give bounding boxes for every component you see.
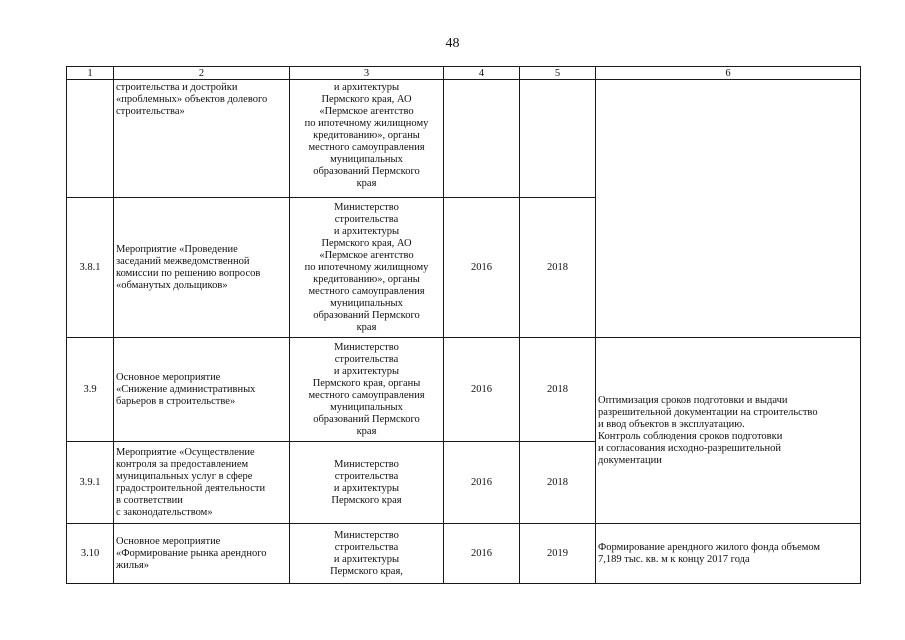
measure-name [114, 442, 290, 524]
text-line: по ипотечному жилищному [304, 118, 429, 129]
text-line: местного самоуправления [308, 389, 425, 401]
start-year [444, 80, 520, 198]
text-line: Формирование арендного жилого фонда объемом [598, 541, 821, 553]
item-number: 3.10 [67, 524, 114, 584]
item-number [67, 80, 114, 198]
text-line: строительства и достройки [116, 82, 238, 93]
table-row [67, 338, 861, 442]
text-line: «проблемных» объектов долевого [116, 94, 268, 105]
column-header: 4 [444, 67, 520, 80]
text-line: градостроительной деятельности [116, 482, 266, 494]
end-year [520, 80, 596, 198]
column-header: 6 [596, 67, 861, 80]
measure-name [114, 80, 290, 198]
start-year: 2016 [444, 442, 520, 524]
text-line: образований Пермского [313, 413, 420, 425]
measure-name [114, 198, 290, 338]
expected-result [596, 524, 861, 584]
page-number: 48 [445, 36, 460, 51]
text-line: строительства» [116, 106, 185, 117]
item-number: 3.8.1 [67, 198, 114, 338]
start-year: 2016 [444, 338, 520, 442]
text-line: кредитованию», органы [313, 130, 420, 141]
text-line: разрешительной документации на строительство [598, 406, 818, 418]
text-line: Министерство [334, 529, 399, 541]
end-year: 2018 [520, 338, 596, 442]
text-line: муниципальных [330, 297, 403, 309]
text-line: края [356, 178, 377, 189]
responsible-bodies [290, 524, 444, 584]
text-line: контроля за предоставлением [116, 458, 249, 470]
text-line: «Снижение административных [116, 383, 256, 395]
column-header: 3 [290, 67, 444, 80]
expected-result [596, 338, 861, 524]
start-year: 2016 [444, 198, 520, 338]
column-header: 2 [114, 67, 290, 80]
text-line: Мероприятие «Проведение [116, 243, 238, 255]
text-line: местного самоуправления [308, 142, 425, 153]
responsible-bodies [290, 442, 444, 524]
text-line: муниципальных услуг в сфере [116, 470, 253, 482]
text-line: Пермского края, АО [321, 237, 412, 249]
text-line: в соответствии [116, 494, 183, 506]
text-line: и архитектуры [333, 365, 400, 377]
text-line: и согласования исходно-разрешительной [598, 442, 781, 454]
text-line: 7,189 тыс. кв. м к концу 2017 года [598, 553, 750, 565]
item-number: 3.9.1 [67, 442, 114, 524]
text-line: «Формирование рынка арендного [116, 547, 267, 559]
text-line: и архитектуры [333, 482, 400, 494]
text-line: Пермского края, [330, 565, 403, 577]
text-line: Оптимизация сроков подготовки и выдачи [598, 394, 788, 406]
text-line: с законодательством» [116, 506, 213, 518]
text-line: строительства [334, 541, 399, 553]
text-line: местного самоуправления [308, 285, 425, 297]
text-line: Пермского края, АО [321, 94, 412, 105]
measure-name [114, 338, 290, 442]
text-line: края [356, 425, 377, 437]
column-header: 1 [67, 67, 114, 80]
text-line: по ипотечному жилищному [304, 261, 429, 273]
text-line: и архитектуры [333, 225, 400, 237]
text-line: Мероприятие «Осуществление [116, 446, 255, 458]
text-line: строительства [334, 353, 399, 365]
responsible-bodies [290, 80, 444, 198]
measure-name [114, 524, 290, 584]
text-line: «Пермское агентство [319, 106, 414, 117]
text-line: Пермского края [331, 494, 402, 506]
text-line: Основное мероприятие [116, 371, 221, 383]
text-line: Основное мероприятие [116, 535, 221, 547]
text-line: «Пермское агентство [319, 249, 414, 261]
table-row [67, 524, 861, 584]
expected-result [596, 80, 861, 338]
text-line: Министерство [334, 341, 399, 353]
end-year: 2019 [520, 524, 596, 584]
item-number: 3.9 [67, 338, 114, 442]
text-line: края [356, 321, 377, 333]
end-year: 2018 [520, 442, 596, 524]
text-line: и ввод объектов в эксплуатацию. [598, 418, 745, 430]
text-line: комиссии по решению вопросов [116, 267, 261, 279]
text-line: строительства [334, 213, 399, 225]
text-line: муниципальных [330, 154, 403, 165]
text-line: строительства [334, 470, 399, 482]
text-line: заседаний межведомственной [116, 255, 250, 267]
end-year: 2018 [520, 198, 596, 338]
text-line: муниципальных [330, 401, 403, 413]
responsible-bodies [290, 338, 444, 442]
text-line: Министерство [334, 458, 399, 470]
column-header: 5 [520, 67, 596, 80]
text-line: Министерство [334, 201, 399, 213]
start-year: 2016 [444, 524, 520, 584]
text-line: «обманутых дольщиков» [116, 279, 228, 291]
text-line: жилья» [116, 559, 149, 571]
text-line: документации [598, 454, 662, 466]
text-line: образований Пермского [313, 309, 420, 321]
header-row [67, 67, 861, 80]
text-line: кредитованию», органы [313, 273, 420, 285]
program-table [66, 66, 861, 584]
responsible-bodies [290, 198, 444, 338]
text-line: образований Пермского [313, 166, 420, 177]
text-line: и архитектуры [333, 82, 400, 93]
text-line: Контроль соблюдения сроков подготовки [598, 430, 783, 442]
text-line: Пермского края, органы [312, 377, 421, 389]
text-line: барьеров в строительстве» [116, 395, 236, 407]
table-row [67, 80, 861, 198]
text-line: и архитектуры [333, 553, 400, 565]
